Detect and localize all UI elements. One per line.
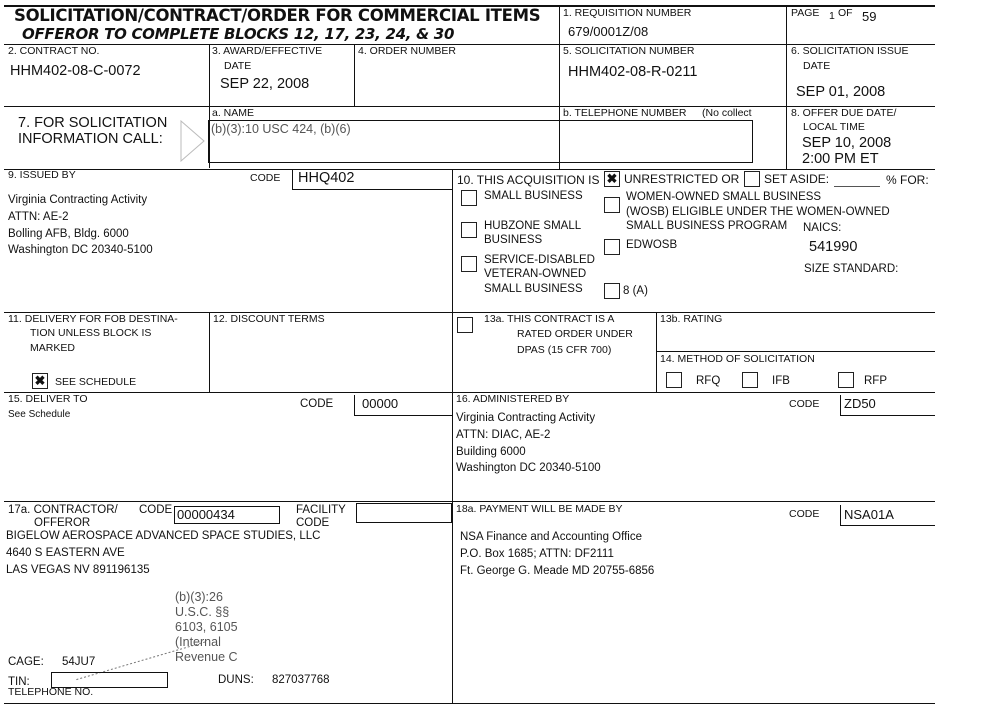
rfp-label: RFP	[864, 375, 887, 387]
discount-terms-label: 12. DISCOUNT TERMS	[213, 313, 325, 325]
payment-address-line: Ft. George G. Meade MD 20755-6856	[460, 565, 655, 577]
name-redaction: (b)(3):10 USC 424, (b)(6)	[211, 122, 351, 136]
rule	[656, 351, 935, 352]
contractor-label: 17a. CONTRACTOR/	[8, 504, 118, 516]
see-schedule-label: SEE SCHEDULE	[55, 376, 137, 388]
rule	[840, 505, 841, 525]
page-total: 59	[862, 9, 877, 24]
small-business-checkbox[interactable]	[461, 190, 477, 206]
name-label: a. NAME	[212, 107, 255, 119]
admin-address-line: ATTN: DIAC, AE-2	[456, 429, 551, 441]
administered-by-label: 16. ADMINISTERED BY	[456, 393, 570, 405]
rule	[786, 5, 787, 169]
hubzone-checkbox[interactable]	[461, 222, 477, 238]
page-of: OF	[838, 7, 853, 19]
solicitation-number-label: 5. SOLICITATION NUMBER	[563, 45, 695, 57]
set-aside-label: SET ASIDE:	[764, 172, 830, 186]
set-aside-checkbox[interactable]	[744, 171, 760, 187]
payment-code-label: CODE	[789, 508, 820, 520]
payment-label: 18a. PAYMENT WILL BE MADE BY	[456, 503, 623, 515]
issued-by-label: 9. ISSUED BY	[8, 169, 76, 181]
issued-code-label: CODE	[250, 172, 281, 184]
acquisition-label: 10. THIS ACQUISITION IS	[457, 173, 600, 187]
rule	[209, 312, 210, 392]
rule	[292, 189, 452, 190]
edwosb-label: EDWOSB	[626, 239, 678, 251]
rule	[840, 395, 841, 415]
wosb-label: WOMEN-OWNED SMALL BUSINESS	[626, 191, 822, 203]
contractor-code-value: 00000434	[177, 507, 235, 522]
duns-value: 827037768	[272, 674, 330, 686]
deliver-to-label: 15. DELIVER TO	[8, 393, 88, 405]
rating-label: 13b. RATING	[660, 313, 723, 325]
rated-order-label-2: RATED ORDER UNDER	[517, 328, 633, 340]
payment-address-line: NSA Finance and Accounting Office	[460, 531, 642, 543]
rule	[354, 395, 355, 415]
eight-a-checkbox[interactable]	[604, 283, 620, 299]
rule	[656, 312, 657, 392]
see-schedule-checkbox[interactable]: ✖	[32, 373, 48, 389]
issue-date-value: SEP 01, 2008	[796, 84, 886, 100]
cage-value: 54JU7	[62, 656, 96, 668]
rule	[4, 501, 935, 502]
payment-address-line: P.O. Box 1685; ATTN: DF2111	[460, 548, 614, 560]
issued-address-line: Washington DC 20340-5100	[8, 244, 153, 256]
admin-code-label: CODE	[789, 398, 820, 410]
page-number: 1	[829, 10, 835, 22]
rule	[840, 415, 935, 416]
ifb-checkbox[interactable]	[742, 372, 758, 388]
rule	[452, 169, 453, 703]
tin-label: TIN:	[8, 676, 30, 688]
redaction-line: (b)(3):26	[175, 590, 223, 604]
issue-date-label: 6. SOLICITATION ISSUE	[791, 45, 909, 57]
order-number-label: 4. ORDER NUMBER	[358, 45, 457, 57]
duns-label: DUNS:	[218, 674, 254, 686]
small-business-label: SMALL BUSINESS	[484, 190, 583, 202]
sdvosb-label: SERVICE-DISABLED	[484, 254, 595, 266]
solicitation-info-label: 7. FOR SOLICITATION	[18, 115, 168, 131]
redaction-line: 6103, 6105	[175, 620, 238, 634]
form-title: SOLICITATION/CONTRACT/ORDER FOR COMMERCIAL ITEMS	[14, 6, 541, 25]
rated-order-label: 13a. THIS CONTRACT IS A	[484, 313, 615, 325]
unrestricted-label: UNRESTRICTED OR	[624, 172, 740, 186]
contract-no-label: 2. CONTRACT NO.	[8, 45, 100, 57]
admin-address-line: Washington DC 20340-5100	[456, 462, 601, 474]
redaction-line: (Internal	[175, 635, 221, 649]
admin-address-line: Virginia Contracting Activity	[456, 412, 596, 424]
sdvosb-label-3: SMALL BUSINESS	[484, 283, 583, 295]
payment-code-value: NSA01A	[844, 507, 894, 522]
offer-due-date: SEP 10, 2008	[802, 135, 892, 151]
delivery-label-3: MARKED	[30, 342, 75, 354]
size-standard-label: SIZE STANDARD:	[804, 263, 899, 275]
requisition-label: 1. REQUISITION NUMBER	[563, 7, 692, 19]
wosb-checkbox[interactable]	[604, 197, 620, 213]
deliver-to-value: See Schedule	[8, 409, 71, 420]
facility-code-label: FACILITY	[296, 504, 346, 516]
method-label: 14. METHOD OF SOLICITATION	[660, 353, 815, 365]
deliver-code-label: CODE	[300, 398, 334, 410]
wosb-label-2: (WOSB) ELIGIBLE UNDER THE WOMEN-OWNED	[626, 206, 890, 218]
issued-address-line: ATTN: AE-2	[8, 211, 69, 223]
delivery-label: 11. DELIVERY FOR FOB DESTINA-	[8, 313, 178, 325]
solicitation-number-value: HHM402-08-R-0211	[568, 64, 698, 80]
rule	[4, 703, 935, 704]
sdvosb-label-2: VETERAN-OWNED	[484, 268, 587, 280]
redaction-line: U.S.C. §§	[175, 605, 230, 619]
set-aside-pct-line	[834, 186, 880, 187]
award-date-label: 3. AWARD/EFFECTIVE	[212, 45, 323, 57]
issue-date-label-2: DATE	[803, 60, 831, 72]
rule	[4, 169, 935, 170]
rule	[292, 169, 293, 189]
telephone-no-label: TELEPHONE NO.	[8, 686, 94, 698]
page-label: PAGE	[791, 7, 820, 19]
edwosb-checkbox[interactable]	[604, 239, 620, 255]
redaction-line: Revenue C	[175, 650, 238, 664]
hubzone-label: HUBZONE SMALL	[484, 220, 582, 232]
issued-address-line: Virginia Contracting Activity	[8, 194, 148, 206]
rated-order-label-3: DPAS (15 CFR 700)	[517, 344, 612, 356]
deliver-code-value: 00000	[362, 396, 399, 411]
issued-code-value: HHQ402	[298, 170, 355, 186]
wosb-label-3: SMALL BUSINESS PROGRAM	[626, 220, 788, 232]
rule	[354, 415, 452, 416]
rated-order-checkbox[interactable]	[457, 317, 473, 333]
pct-for-label: % FOR:	[886, 173, 929, 187]
offer-due-label-2: LOCAL TIME	[803, 121, 865, 133]
admin-code-value: ZD50	[844, 396, 876, 411]
solicitation-info-label-2: INFORMATION CALL:	[18, 131, 163, 147]
rfq-label: RFQ	[696, 375, 721, 387]
award-date-label-2: DATE	[224, 60, 252, 72]
unrestricted-checkbox[interactable]: ✖	[604, 171, 620, 187]
contractor-address-line: BIGELOW AEROSPACE ADVANCED SPACE STUDIES, LLC	[6, 530, 321, 542]
sdvosb-checkbox[interactable]	[461, 256, 477, 272]
contractor-address-line: 4640 S EASTERN AVE	[6, 547, 125, 559]
rule	[354, 44, 355, 106]
contractor-code-label: CODE	[139, 504, 173, 516]
admin-address-line: Building 6000	[456, 446, 526, 458]
contractor-address-line: LAS VEGAS NV 891196135	[6, 564, 150, 576]
delivery-label-2: TION UNLESS BLOCK IS	[30, 327, 152, 339]
telephone-label: b. TELEPHONE NUMBER	[563, 107, 687, 119]
eight-a-label: 8 (A)	[623, 285, 648, 297]
contractor-label-2: OFFEROR	[34, 517, 91, 529]
requisition-value: 679/0001Z/08	[568, 24, 649, 39]
form-subtitle: OFFEROR TO COMPLETE BLOCKS 12, 17, 23, 24, & 30	[22, 25, 455, 43]
issued-address-line: Bolling AFB, Bldg. 6000	[8, 228, 129, 240]
award-date-value: SEP 22, 2008	[220, 76, 310, 92]
rfq-checkbox[interactable]	[666, 372, 682, 388]
offer-due-label: 8. OFFER DUE DATE/	[791, 107, 897, 119]
rule	[209, 44, 210, 106]
naics-value: 541990	[809, 239, 858, 255]
hubzone-label-2: BUSINESS	[484, 234, 543, 246]
ifb-label: IFB	[772, 375, 790, 387]
cage-label: CAGE:	[8, 656, 44, 668]
facility-code-label-2: CODE	[296, 517, 330, 529]
rule	[840, 525, 935, 526]
contract-no-value: HHM402-08-C-0072	[10, 63, 141, 79]
rfp-checkbox[interactable]	[838, 372, 854, 388]
facility-code-field	[356, 503, 452, 523]
arrow-icon	[180, 120, 206, 162]
no-collect-note: (No collect	[702, 107, 752, 119]
naics-label: NAICS:	[803, 222, 842, 234]
offer-due-time: 2:00 PM ET	[802, 151, 879, 167]
